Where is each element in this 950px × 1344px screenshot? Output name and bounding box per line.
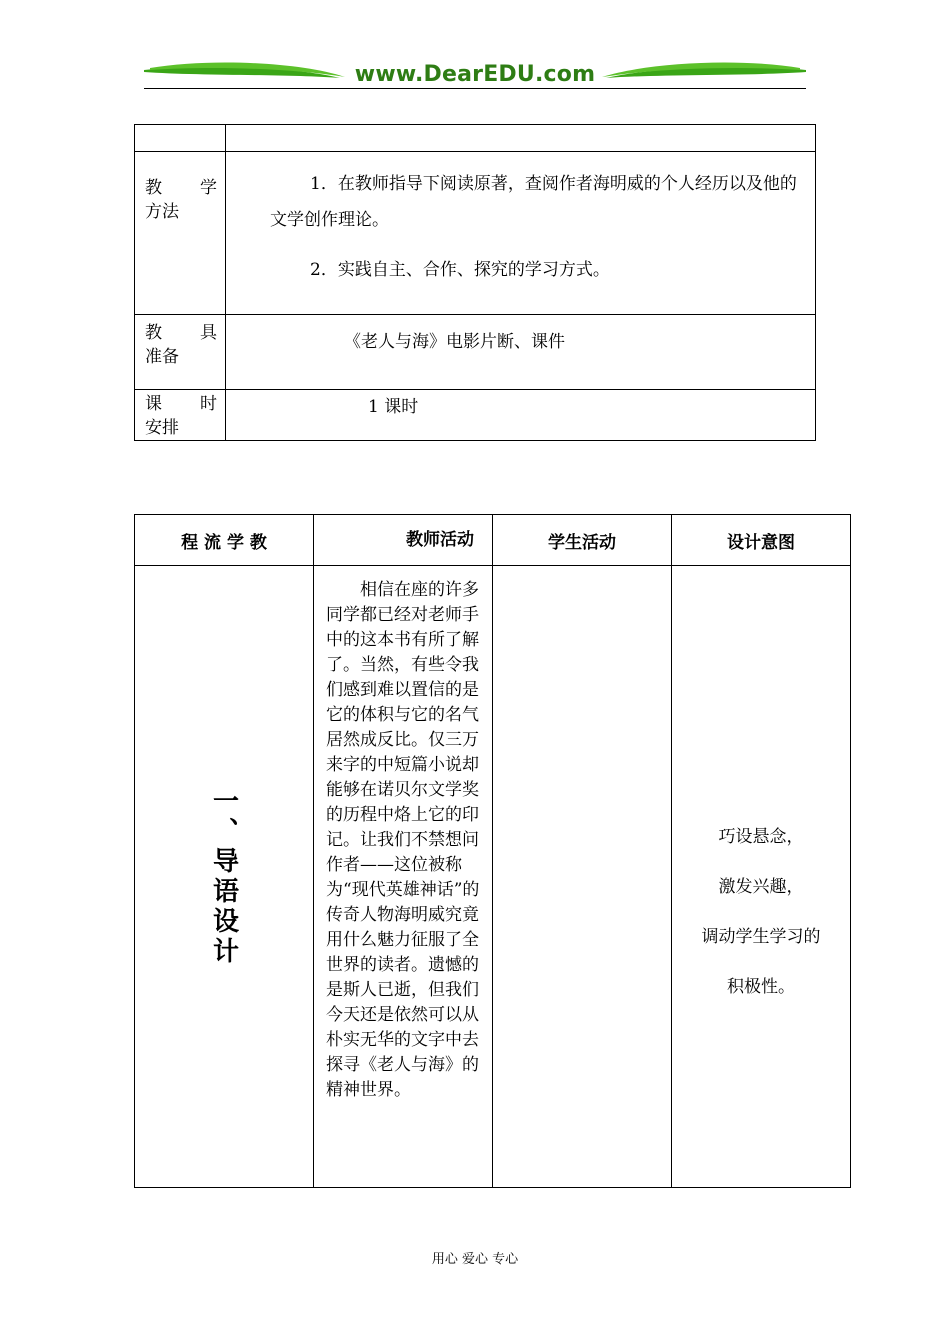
time-content: 1 课时 <box>226 390 816 441</box>
empty-label-cell <box>135 125 226 152</box>
header-student-activity: 学生活动 <box>493 515 672 566</box>
header-rule <box>144 88 806 89</box>
tools-label: 教 具 准备 <box>135 315 226 390</box>
design-intent-text: 巧设悬念， 激发兴趣， 调动学生学习的 积极性。 <box>701 827 821 997</box>
header-process: 程 流 学 教 <box>135 515 314 566</box>
design-intent-cell <box>672 566 851 1188</box>
method-content <box>226 152 816 315</box>
method-item-1: 1．在教师指导下阅读原著，查阅作者海明威的个人经历以及他的文学创作理论。 <box>270 174 797 230</box>
footer-text: 用心 爱心 专心 <box>431 1252 519 1267</box>
section-title-cell <box>135 566 314 1188</box>
empty-content-cell <box>226 125 816 152</box>
method-label: 教 学 方法 <box>135 152 226 315</box>
site-logo-text[interactable]: www.DearEDU.com <box>354 62 596 87</box>
tools-content: 《老人与海》电影片断、课件 <box>226 315 816 390</box>
teacher-activity-text: 相信在座的许多同学都已经对老师手中的这本书有所了解了。当然，有些令我们感到难以置信的是它的体积与它的名气居然成反比。仅三万来字的中短篇小说却能够在诺贝尔文学奖的历程中烙上它的印记。让我们不禁想问作者——这位被称为“现代英雄神话”的传奇人物海明威究竟用什么魅力征服了全世界的读者。遗憾的是斯人已逝，但我们今天还是依然可以从朴实无华的文字中去探寻《老人与海》的精神世界。 <box>326 580 480 1100</box>
header-design-intent: 设计意图 <box>672 515 851 566</box>
teacher-activity-cell <box>314 566 493 1188</box>
site-header <box>140 58 810 94</box>
time-label: 课 时 安排 <box>135 390 226 441</box>
info-table <box>134 124 816 441</box>
student-activity-cell <box>493 566 672 1188</box>
lesson-plan-table <box>134 514 851 1188</box>
header-teacher-activity: 教师活动 <box>314 515 493 566</box>
method-item-2: 2．实践自主、合作、探究的学习方式。 <box>310 260 610 280</box>
section-title: 一、导语设计 <box>208 786 239 967</box>
